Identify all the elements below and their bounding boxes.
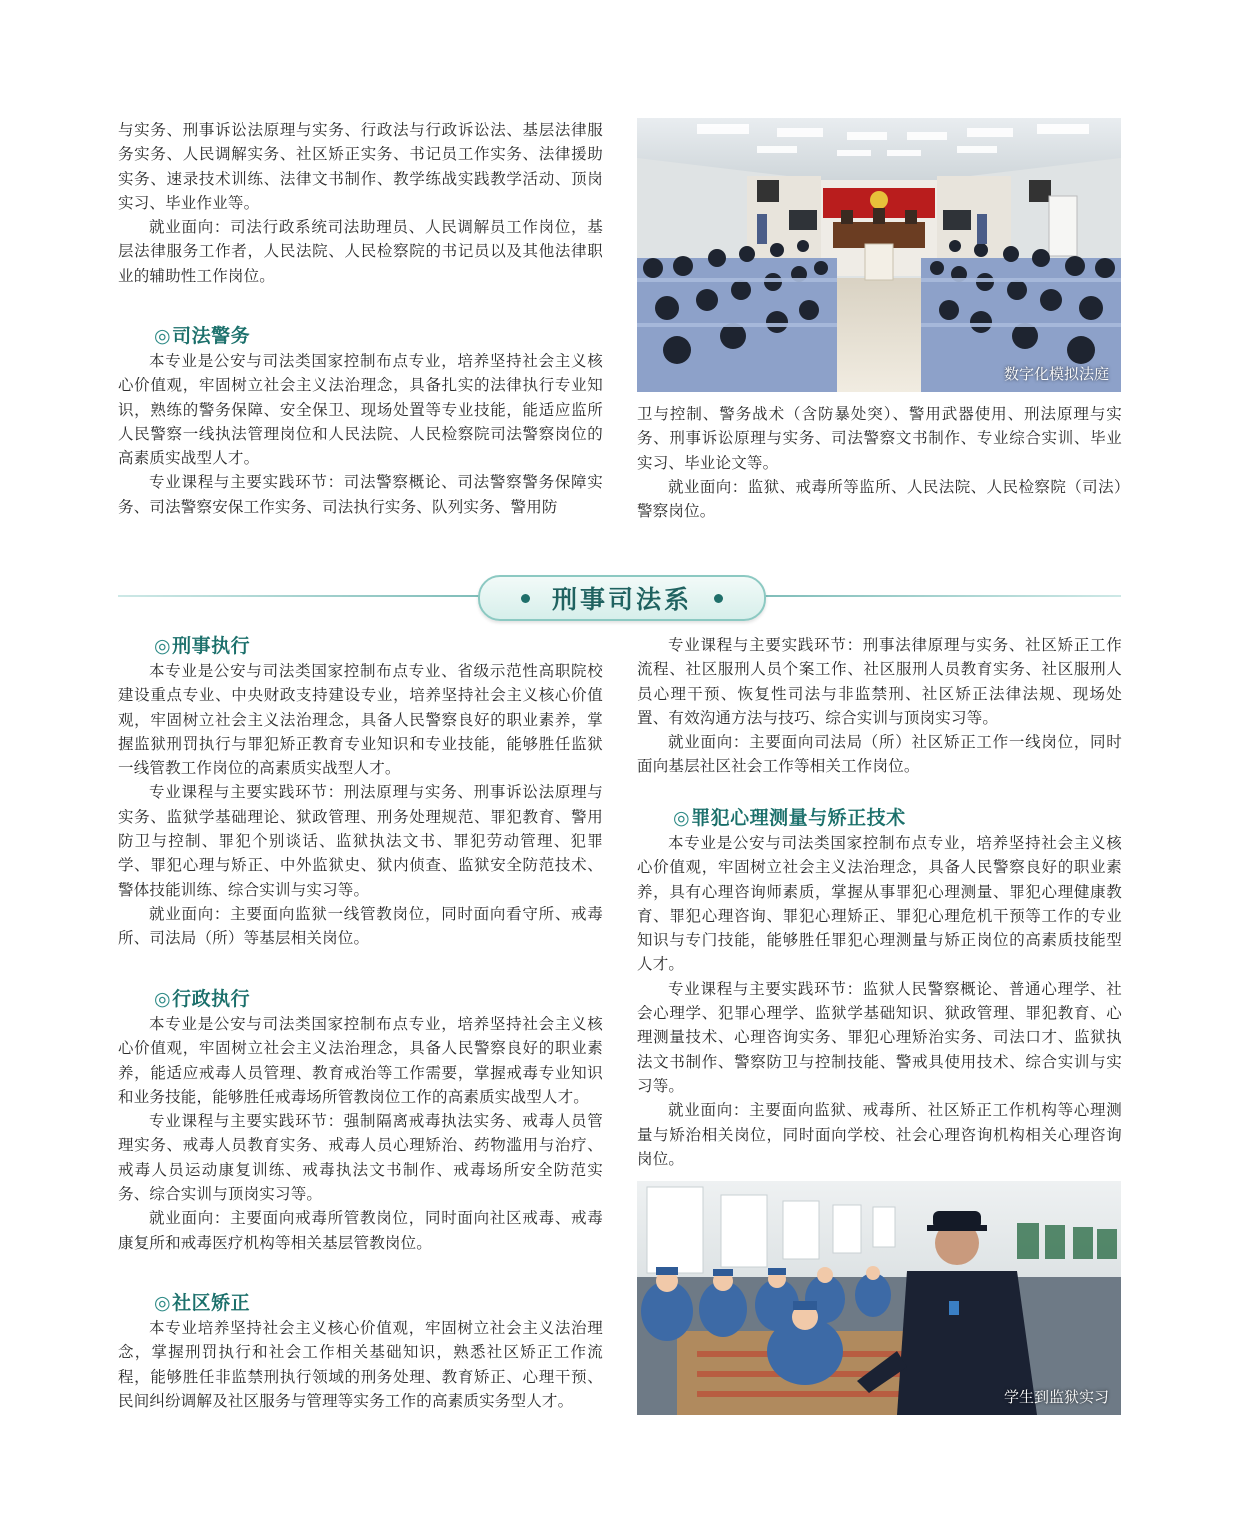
courtroom-illustration — [637, 118, 1121, 392]
section-title: ◎社区矫正 — [154, 1292, 251, 1314]
bullet-dot-icon — [521, 594, 530, 603]
top-left-column — [118, 118, 603, 288]
section-admin-execution — [118, 986, 603, 1255]
section-title: ◎刑事执行 — [154, 635, 251, 657]
bullet-dot-icon — [714, 594, 723, 603]
courtroom-photo — [637, 118, 1121, 392]
section-title: ◎罪犯心理测量与矫正技术 — [673, 807, 906, 829]
section-marker-icon: ◎ — [154, 988, 172, 1010]
department-title: 刑事司法系 — [551, 585, 692, 614]
photo-caption: 数字化模拟法庭 — [1003, 365, 1109, 383]
admin-execution-courses: 专业课程与主要实践环节：强制隔离戒毒执法实务、戒毒人员管理实务、戒毒人员教育实务、戒毒人员心理矫治、药物滥用与治疗、戒毒人员运动康复训练、戒毒执法文书制作、戒毒场所安全防范实务、综合实训与顶岗实习等。 — [118, 1112, 603, 1204]
section-title: ◎司法警务 — [154, 325, 251, 347]
law-courses-continued: 与实务、刑事诉讼法原理与实务、行政法与行政诉讼法、基层法律服务实务、人民调解实务、社区矫正实务、书记员工作实务、法律援助实务、速录技术训练、法律文书制作、教学练战实践教学活动、顶岗实习、毕业作业等。 — [118, 121, 603, 212]
psych-correction-employment: 就业面向：主要面向监狱、戒毒所、社区矫正工作机构等心理测量与矫治相关岗位，同时面向学校、社会心理咨询机构相关心理咨询岗位。 — [637, 1101, 1122, 1168]
community-correction-intro: 本专业培养坚持社会主义核心价值观，牢固树立社会主义法治理念，掌握刑罚执行和社会工作相关基础知识，熟悉社区矫正工作流程，能够胜任非监禁刑执行领域的刑务处理、教育矫正、心理干预、民间纠纷调解及社区服务与管理等实务工作的高素质实务型人才。 — [118, 1319, 603, 1410]
section-judicial-police — [118, 323, 603, 519]
psych-correction-intro: 本专业是公安与司法类国家控制布点专业，培养坚持社会主义核心价值观，牢固树立社会主义法治理念，具备人民警察良好的职业素养，具有心理咨询师素质，掌握从事罪犯心理测量、罪犯心理健康教育、罪犯心理咨询、罪犯心理矫正、罪犯心理危机干预等工作的专业知识与专门技能，能够胜任罪犯心理测量与矫正岗位的高素质技能型人才。 — [637, 834, 1122, 974]
community-correction-courses: 专业课程与主要实践环节：刑事法律原理与实务、社区矫正工作流程、社区服刑人员个案工作、社区服刑人员教育实务、社区服刑人员心理干预、恢复性司法与非监禁刑、社区矫正法律法规、现场处置、有效沟通方法与技巧、综合实训与顶岗实习等。 — [637, 636, 1122, 727]
criminal-execution-courses: 专业课程与主要实践环节：刑法原理与实务、刑事诉讼法原理与实务、监狱学基础理论、狱政管理、刑务处理规范、罪犯教育、警用防卫与控制、罪犯个别谈话、监狱执法文书、罪犯劳动管理、犯罪学、罪犯心理与矫正、中外监狱史、狱内侦查、监狱安全防范技术、警体技能训练、综合实训与实习等。 — [118, 783, 603, 899]
judicial-police-courses: 专业课程与主要实践环节：司法警察概论、司法警察警务保障实务、司法警察安保工作实务、司法执行实务、队列实务、警用防 — [118, 473, 603, 516]
photo-caption: 学生到监狱实习 — [1003, 1388, 1109, 1406]
prison-practice-illustration — [637, 1181, 1121, 1415]
department-banner — [478, 575, 766, 621]
section-criminal-execution — [118, 633, 603, 951]
section-marker-icon: ◎ — [154, 635, 172, 657]
community-correction-employment: 就业面向：主要面向司法局（所）社区矫正工作一线岗位，同时面向基层社区社会工作等相关工作岗位。 — [637, 733, 1122, 776]
admin-execution-intro: 本专业是公安与司法类国家控制布点专业，培养坚持社会主义核心价值观，牢固树立社会主义法治理念，具备人民警察良好的职业素养，能适应戒毒人员管理、教育戒治等工作需要，掌握戒毒专业知识和业务技能，能够胜任戒毒场所管教岗位工作的高素质实战型人才。 — [118, 1015, 603, 1106]
criminal-execution-intro: 本专业是公安与司法类国家控制布点专业、省级示范性高职院校建设重点专业、中央财政支持建设专业，培养坚持社会主义核心价值观，牢固树立社会主义法治理念，具备人民警察良好的职业素养，掌握监狱刑罚执行与罪犯矫正教育专业知识和专业技能，能够胜任监狱一线管教工作岗位的高素质实战型人才。 — [118, 662, 603, 778]
admin-execution-employment: 就业面向：主要面向戒毒所管教岗位，同时面向社区戒毒、戒毒康复所和戒毒医疗机构等相关基层管教岗位。 — [118, 1209, 603, 1252]
community-correction-continued — [637, 633, 1122, 779]
section-title: ◎行政执行 — [154, 988, 251, 1010]
section-community-correction — [118, 1290, 603, 1413]
section-marker-icon: ◎ — [154, 1292, 172, 1314]
judicial-police-courses-cont: 卫与控制、警务战术（含防暴处突）、警用武器使用、刑法原理与实务、刑事诉讼原理与实务、司法警察文书制作、专业综合实训、毕业实习、毕业论文等。 — [637, 405, 1122, 472]
banner-rule-right — [760, 595, 1121, 597]
banner-rule-left — [118, 595, 480, 597]
section-marker-icon: ◎ — [673, 807, 691, 829]
law-employment: 就业面向：司法行政系统司法助理员、人民调解员工作岗位，基层法律服务工作者，人民法院、人民检察院的书记员以及其他法律职业的辅助性工作岗位。 — [118, 218, 603, 285]
judicial-police-employment: 就业面向：监狱、戒毒所等监所、人民法院、人民检察院（司法）警察岗位。 — [637, 477, 1122, 521]
judicial-police-continued — [637, 402, 1122, 523]
section-marker-icon: ◎ — [154, 325, 172, 347]
section-psych-correction — [637, 805, 1122, 1171]
psych-correction-courses: 专业课程与主要实践环节：监狱人民警察概论、普通心理学、社会心理学、犯罪心理学、监狱学基础知识、狱政管理、罪犯教育、心理测量技术、心理咨询实务、罪犯心理矫治实务、司法口才、监狱执法文书制作、警察防卫与控制技能、警戒具使用技术、综合实训与实习等。 — [637, 979, 1122, 1095]
judicial-police-intro: 本专业是公安与司法类国家控制布点专业，培养坚持社会主义核心价值观，牢固树立社会主义法治理念，具备扎实的法律执行专业知识，熟练的警务保障、安全保卫、现场处置等专业技能，能适应监所人民警察一线执法管理岗位和人民法院、人民检察院司法警察岗位的高素质实战型人才。 — [118, 352, 603, 468]
criminal-execution-employment: 就业面向：主要面向监狱一线管教岗位，同时面向看守所、戒毒所、司法局（所）等基层相关岗位。 — [118, 904, 603, 948]
prison-practice-photo — [637, 1181, 1121, 1415]
